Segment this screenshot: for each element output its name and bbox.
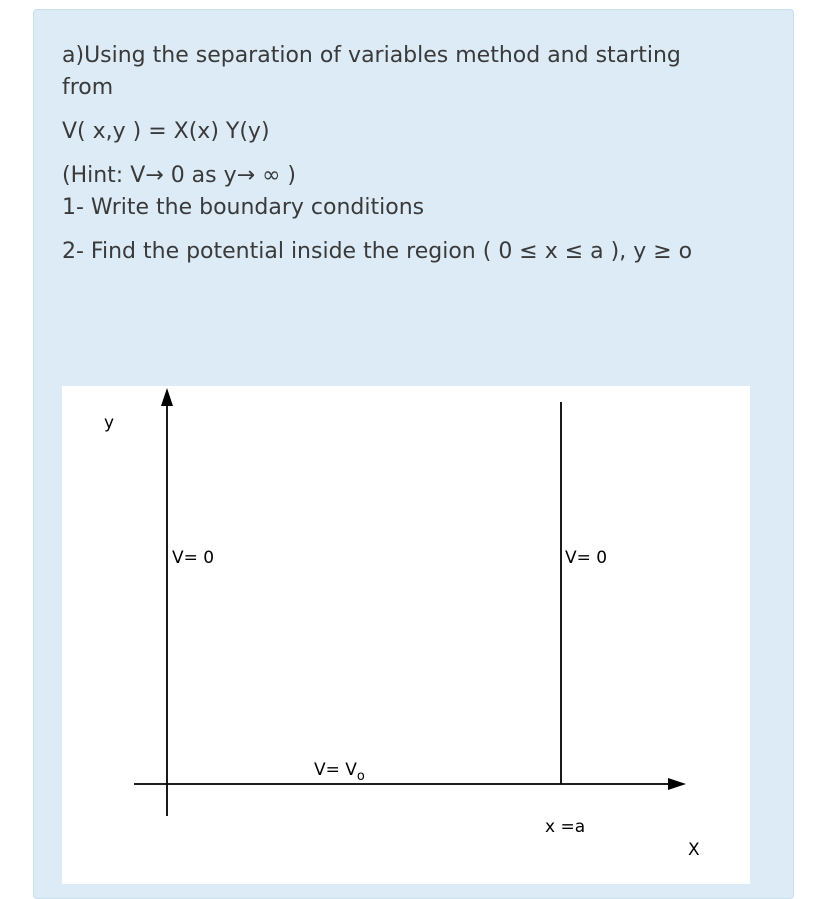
y-axis-arrowhead	[161, 388, 173, 406]
diagram-svg	[62, 386, 750, 884]
boundary-diagram	[62, 386, 750, 884]
problem-task-2: 2- Find the potential inside the region ( 0 ≤ x ≤ a ), y ≥ o	[62, 239, 693, 264]
problem-hint: (Hint: V→ 0 as y→ ∞ )	[62, 163, 296, 188]
problem-task-1: 1- Write the boundary conditions	[62, 195, 425, 220]
y-axis-label: y	[104, 413, 115, 433]
x-axis-arrowhead	[668, 778, 686, 790]
bottom-boundary-subscript: o	[356, 769, 365, 784]
bottom-boundary-label	[314, 760, 365, 784]
x-axis-label: X	[688, 840, 700, 860]
bottom-boundary-main: V= V	[314, 760, 357, 780]
problem-formula: V( x,y ) = X(x) Y(y)	[62, 119, 270, 144]
x-marker-label: x =a	[545, 817, 586, 837]
problem-intro: a)Using the separation of variables method and starting from	[62, 43, 681, 100]
left-boundary-label: V= 0	[172, 548, 215, 568]
right-boundary-label: V= 0	[565, 548, 608, 568]
